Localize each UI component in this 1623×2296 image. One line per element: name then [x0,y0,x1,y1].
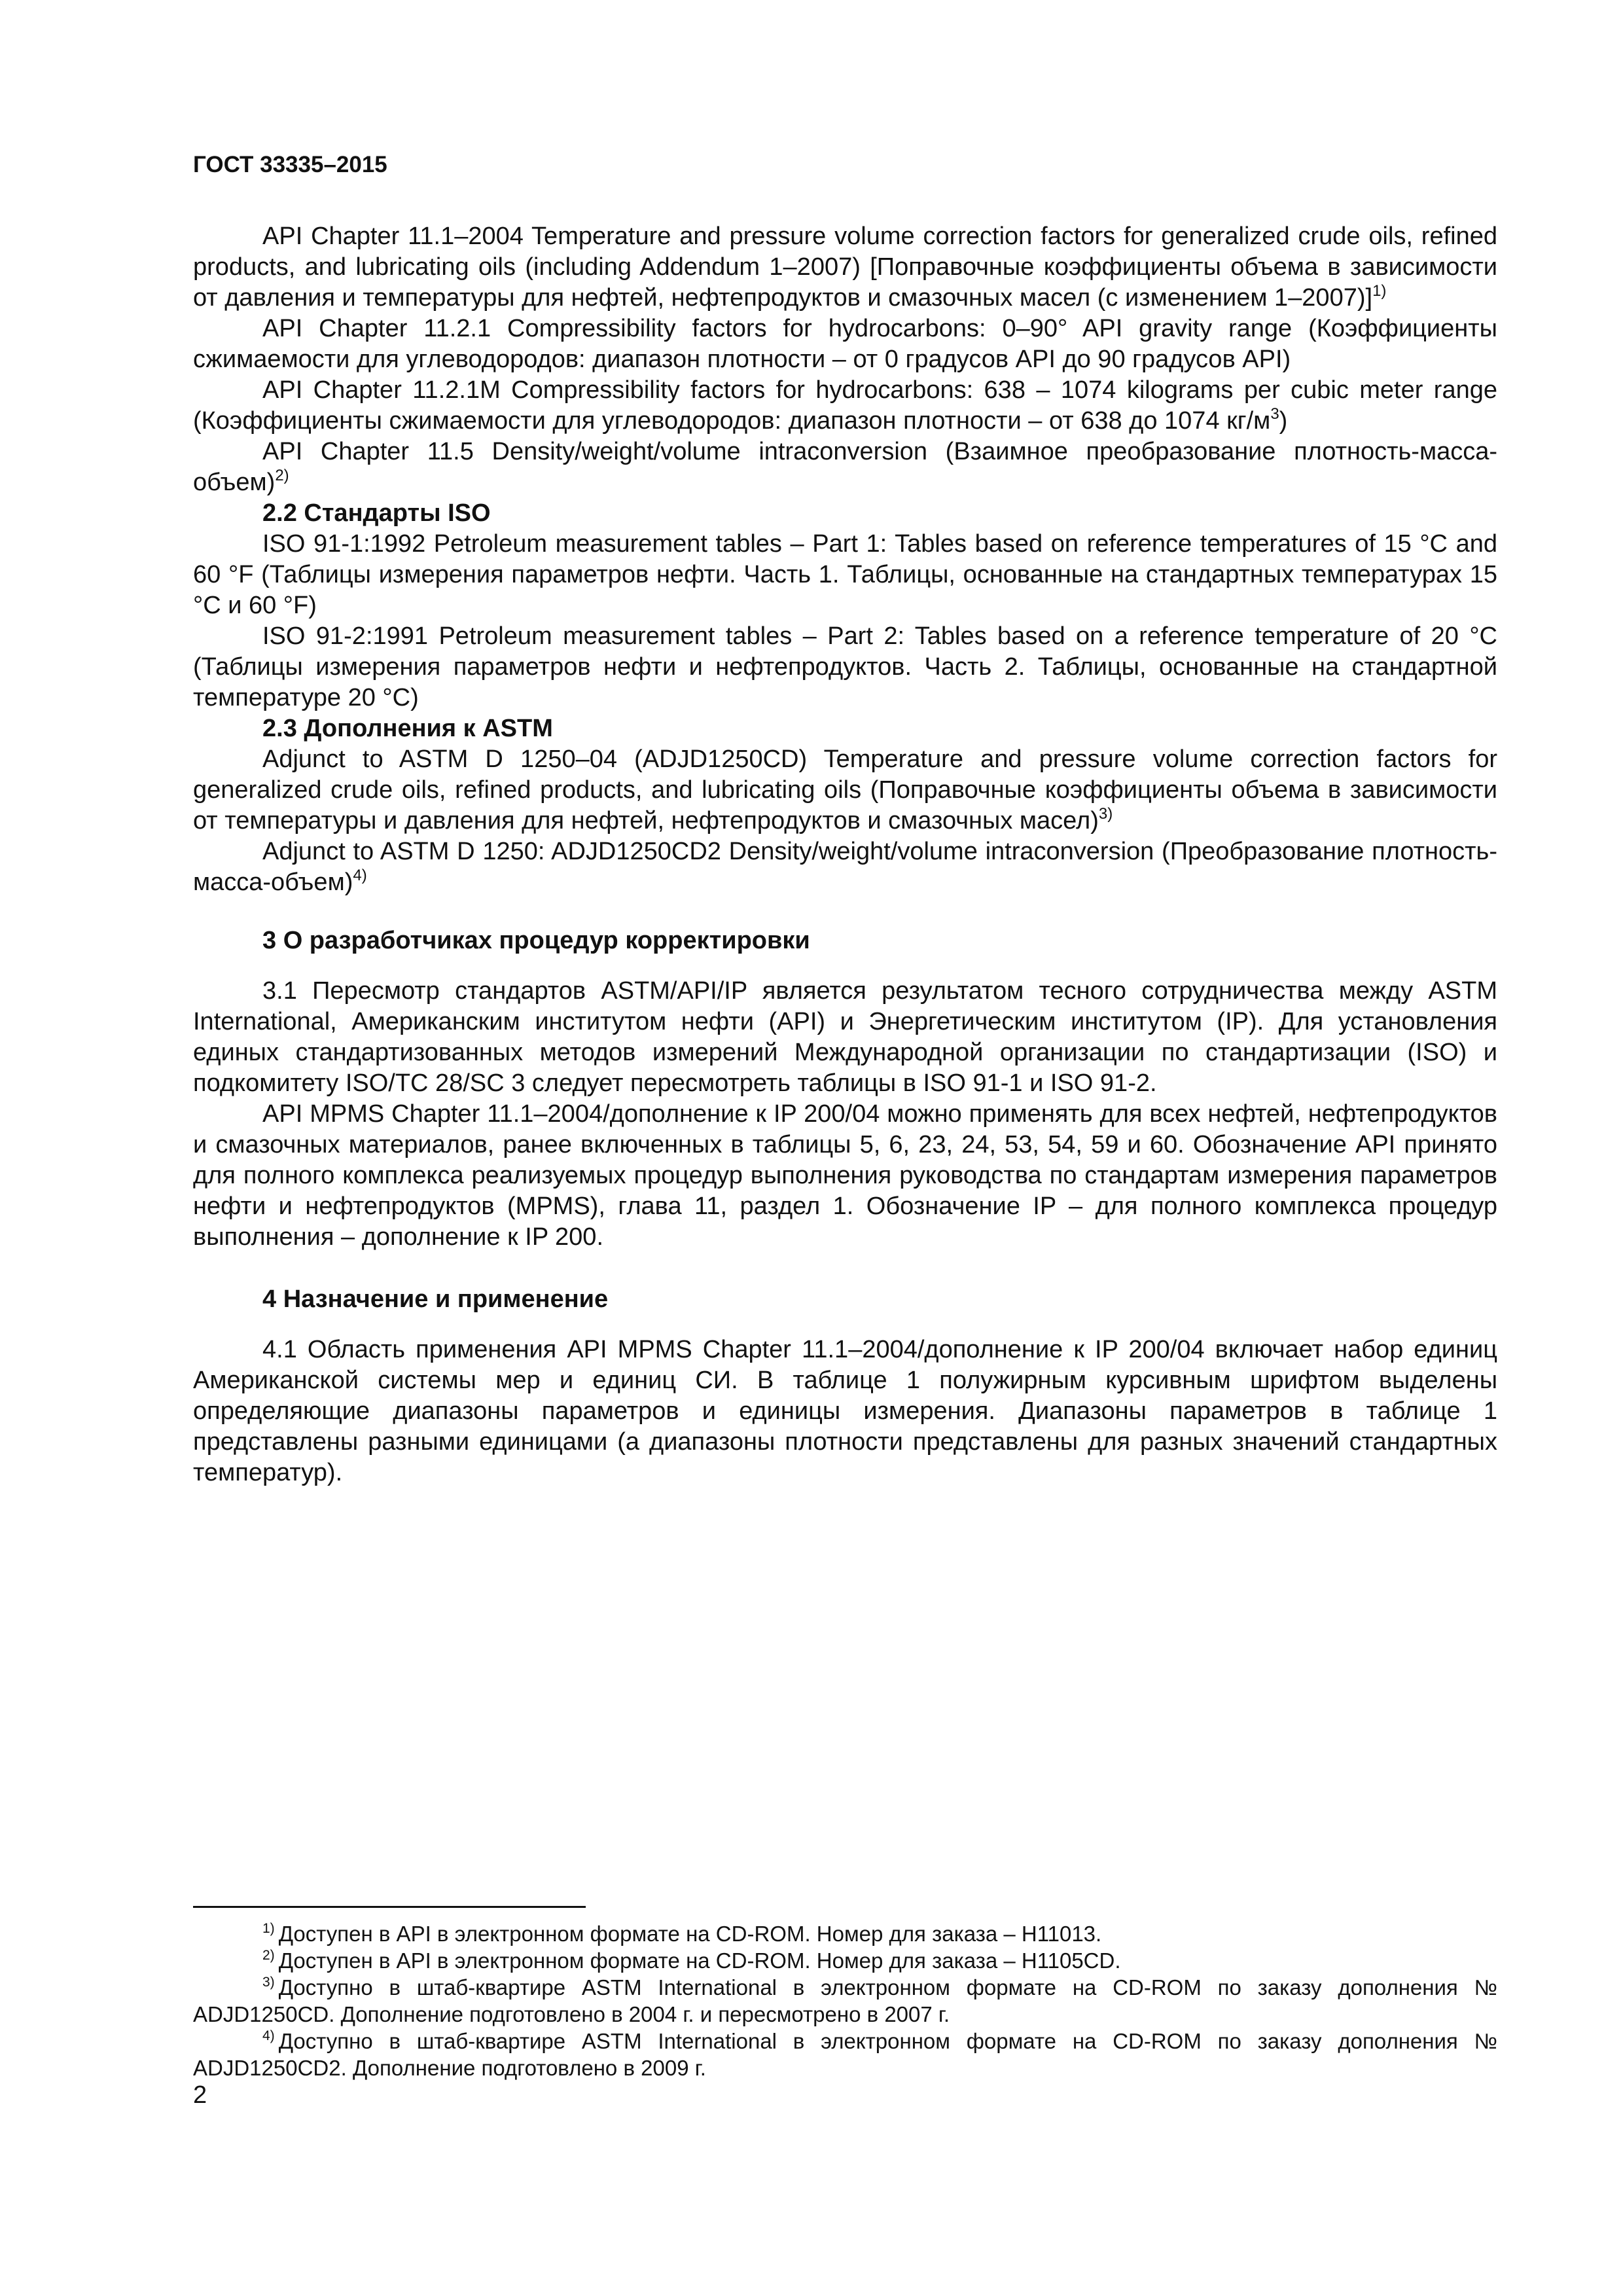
footnote-mark: 2) [262,1948,275,1963]
reference-iso-91-1: ISO 91-1:1992 Petroleum measurement tables – Part 1: Tables based on reference temperatures of 15 °C and 60 °F (Таблицы измерения параметров нефти. Часть 1. Таблицы, основанные на стандартных температурах 15 °C и 60 °F) [193,530,1497,619]
footnote-2: $^{2)}$ Доступен в API в электронном формате на CD-ROM. Номер для заказа – H1105CD. [262,1948,1121,1973]
section-4-paragraph-1: 4.1 Область применения API MPMS Chapter 11.1–2004/дополнение к IP 200/04 включает набор единиц Американской системы мер и единиц СИ. В таблице 1 полужирным курсивным шрифтом выделены определяющие диапазоны параметров и единицы измерения. Диапазоны параметров в таблице 1 представлены разными единицами (а диапазоны плотности представлены для разных значений стандартных температур). [193,1336,1497,1486]
main-content [193,221,1497,1488]
reference-astm-adjd1250cd2: Adjunct to ASTM D 1250: ADJD1250CD2 Density/weight/volume intraconversion (Преобразование плотность-масса-объем)$^{4)}$ [193,838,1497,896]
footnote-4: $^{4)}$ Доступно в штаб-квартире ASTM International в электронном формате на CD-ROM по заказу дополнения № ADJD1250CD2. Дополнение подготовлено в 2009 г. [193,2028,1497,2080]
reference-api-11-1: API Chapter 11.1–2004 Temperature and pressure volume correction factors for generalized crude oils, refined products, and lubricating oils (including Addendum 1–2007) [Поправочные коэффициенты объема в зависимости от давления и температуры для нефтей, нефтепродуктов и смазочных масел (с изменением 1–2007)]$^{1)}$ [193,223,1497,312]
page-number: 2 [193,2081,207,2109]
footnote-ref-2: 2) [275,467,289,484]
subsection-heading-iso: 2.2 Стандарты ISO [262,499,491,527]
footnote-mark: 3) [262,1975,275,1990]
footnote-mark: 4) [262,2028,275,2043]
footnote-divider [193,1906,586,1908]
footnote-3: $^{3)}$ Доступно в штаб-квартире ASTM International в электронном формате на CD-ROM по заказу дополнения № ADJD1250CD. Дополнение подготовлено в 2004 г. и пересмотрено в 2007 г. [193,1975,1497,2026]
reference-api-11-2-1: API Chapter 11.2.1 Compressibility factors for hydrocarbons: 0–90° API gravity range (Коэффициенты сжимаемости для углеводородов: диапазон плотности – от 0 градусов API до 90 градусов API) [193,315,1497,373]
footnote-1: $^{1)}$ Доступен в API в электронном формате на CD-ROM. Номер для заказа – H11013. [262,1921,1102,1946]
section-3-title: 3 О разработчиках процедур корректировки [262,927,810,954]
reference-api-11-5: API Chapter 11.5 Density/weight/volume intraconversion (Взаимное преобразование плотность-масса-объем)$^{2)}$ [193,438,1497,496]
footnote-ref-1: 1) [1372,282,1387,300]
subsection-heading-astm: 2.3 Дополнения к ASTM [262,715,553,742]
footnotes [193,1920,1497,2081]
section-3-paragraph-2: API MPMS Chapter 11.1–2004/дополнение к IP 200/04 можно применять для всех нефтей, нефтепродуктов и смазочных материалов, ранее включенных в таблицы 5, 6, 23, 24, 53, 54, 59 и 60. Обозначение API принято для полного комплекса реализуемых процедур выполнения руководства по стандартам измерения параметров нефти и нефтепродуктов (MPMS), глава 11, раздел 1. Обозначение IP – для полного комплекса процедур выполнения – дополнение к IP 200. [193,1100,1497,1251]
section-4-title: 4 Назначение и применение [262,1285,609,1313]
reference-api-11-2-1m: API Chapter 11.2.1M Compressibility factors for hydrocarbons: 638 – 1074 kilograms per cubic meter range (Коэффициенты сжимаемости для углеводородов: диапазон плотности – от 638 до 1074 $кг/м^3$) [193,376,1497,435]
footnote-mark: 1) [262,1921,275,1936]
reference-astm-adjd1250cd: Adjunct to ASTM D 1250–04 (ADJD1250CD) Temperature and pressure volume correction factors for generalized crude oils, refined products, and lubricating oils (Поправочные коэффициенты объема в зависимости от температуры и давления для нефтей, нефтепродуктов и смазочных масел)$^{3)}$ [193,745,1497,834]
footnote-ref-4: 4) [353,867,367,884]
reference-iso-91-2: ISO 91-2:1991 Petroleum measurement tables – Part 2: Tables based on a reference temperature of 20 °C (Таблицы измерения параметров нефти и нефтепродуктов. Часть 2. Таблицы, основанные на стандартной температуре 20 °C) [193,622,1497,711]
footnote-ref-3: 3) [1098,805,1113,823]
superscript-cubed: 3 [1270,405,1279,423]
section-3-paragraph-1: 3.1 Пересмотр стандартов ASTM/API/IP является результатом тесного сотрудничества между ASTM International, Американским институтом нефти (API) и Энергетическим институтом (IP). Для установления единых стандартизованных методов измерений Международной организации по стандартизации (ISO) и подкомитету ISO/TC 28/SC 3 следует пересмотреть таблицы в ISO 91-1 и ISO 91-2. [193,977,1497,1097]
document-header: ГОСТ 33335–2015 [193,152,387,177]
